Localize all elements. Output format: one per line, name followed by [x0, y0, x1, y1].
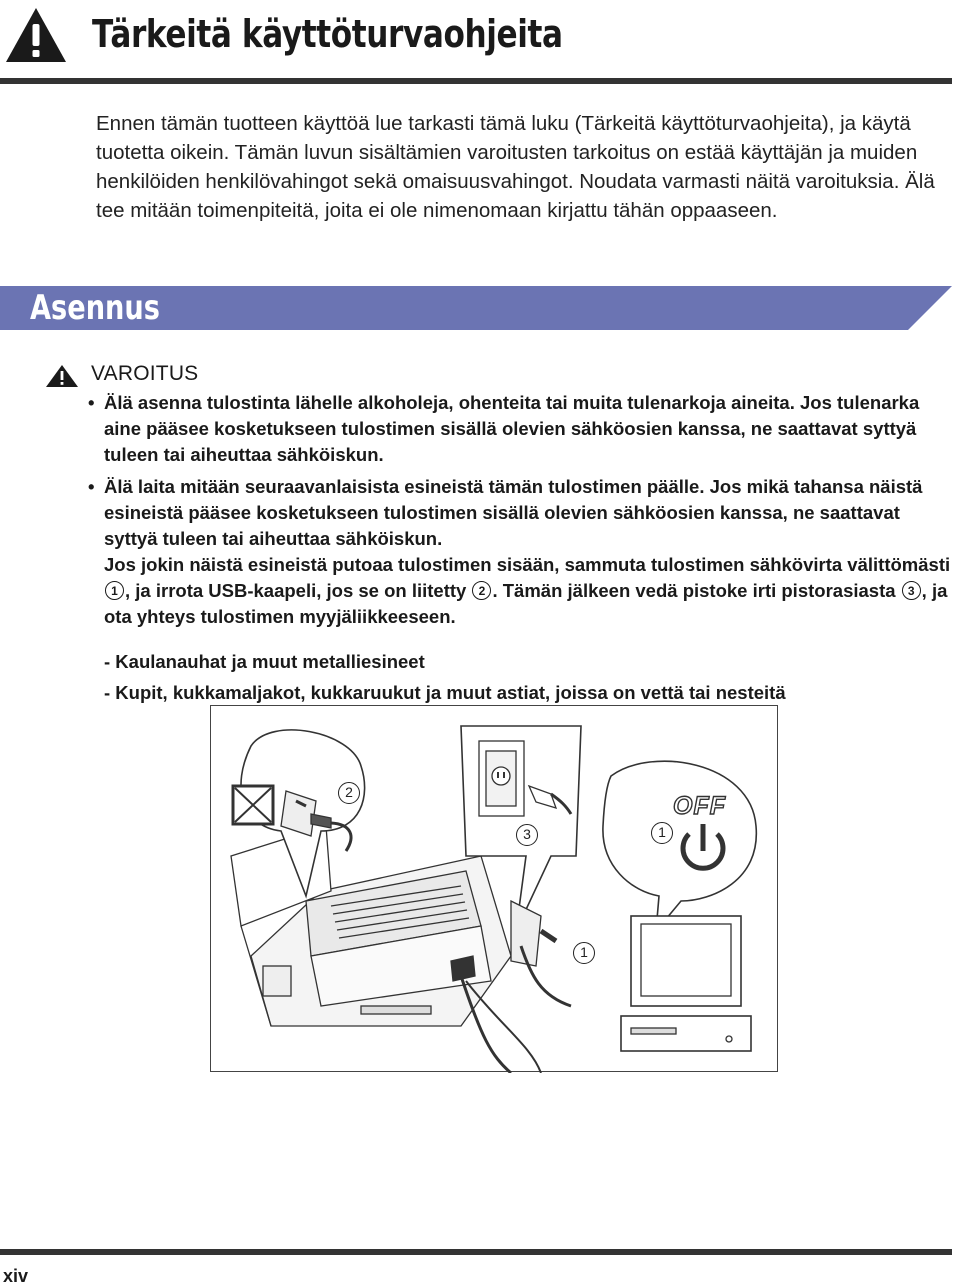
warning-body [84, 390, 954, 706]
followup-text: , ja ota yhteys tulostimen myyjäliikkeeseen. [104, 580, 948, 627]
warning-triangle-icon [4, 6, 68, 64]
page-number: xiv [3, 1266, 29, 1286]
warning-item-1-text: Älä asenna tulostinta lähelle alkoholeja, ohenteita tai muita tulenarkoja aineita. Jos tulenarka aine pääsee kosketukseen tulostimen sisällä olevien sähköosien kanssa, ne saattavat syttyä tuleen tai aiheuttaa sähköiskun. [104, 392, 920, 465]
wall-outlet-icon [479, 741, 524, 816]
page-title: Tärkeitä käyttöturvaohjeita [92, 12, 563, 56]
footer-rule [0, 1249, 952, 1255]
page-header [0, 0, 960, 90]
computer-monitor-icon [621, 916, 751, 1051]
callout-number: 2 [338, 782, 360, 804]
followup-text: Jos jokin näistä esineistä putoaa tulostimen sisään, sammuta tulostimen sähkövirta välittömästi [104, 554, 951, 575]
off-label: OFF [673, 792, 726, 820]
circled-number: 1 [105, 581, 124, 600]
header-rule [0, 78, 952, 84]
warning-item-1 [84, 390, 954, 468]
section-title: Asennus [30, 288, 160, 328]
warning-small-icon [44, 364, 80, 388]
circled-number: 2 [472, 581, 491, 600]
warning-followup [84, 552, 954, 630]
warning-item-2-text: Älä laita mitään seuraavanlaisista esineistä tämän tulostimen päälle. Jos mikä tahansa näistä esineistä pääsee kosketukseen tulostimen sisällä olevien sähköosien kanssa, ne saattavat syttyä tuleen tai aiheuttaa sähköiskun. [104, 476, 923, 549]
section-band [0, 286, 952, 330]
callout-number: 1 [651, 822, 673, 844]
illustration-drawing [211, 706, 779, 1073]
sub-item: - Kaulanauhat ja muut metalliesineet [104, 650, 425, 672]
bullet-dot: • [88, 392, 95, 413]
callout-number: 1 [573, 942, 595, 964]
followup-text: , ja irrota USB-kaapeli, jos se on liitetty [125, 580, 472, 601]
circled-number: 3 [902, 581, 921, 600]
bullet-dot: • [88, 476, 95, 497]
illustration [210, 705, 778, 1072]
warning-item-2 [84, 474, 954, 552]
followup-text: . Tämän jälkeen vedä pistoke irti pistorasiasta [492, 580, 901, 601]
callout-number: 3 [516, 824, 538, 846]
warning-label: VAROITUS [91, 362, 199, 385]
sub-item: - Kupit, kukkamaljakot, kukkaruukut ja muut astiat, joissa on vettä tai nesteitä [104, 681, 786, 703]
intro-paragraph: Ennen tämän tuotteen käyttöä lue tarkasti tämä luku (Tärkeitä käyttöturvaohjeita), ja käytä tuotetta oikein. Tämän luvun sisältämien varoitusten tarkoitus on estää käyttäjän ja muiden henkilöiden henkilövahingot sekä omaisuusvahingot. Noudata varmasti näitä varoituksia. Älä tee mitään toimenpiteitä, joita ei ole nimenomaan kirjattu tähän oppaaseen. [96, 112, 935, 222]
